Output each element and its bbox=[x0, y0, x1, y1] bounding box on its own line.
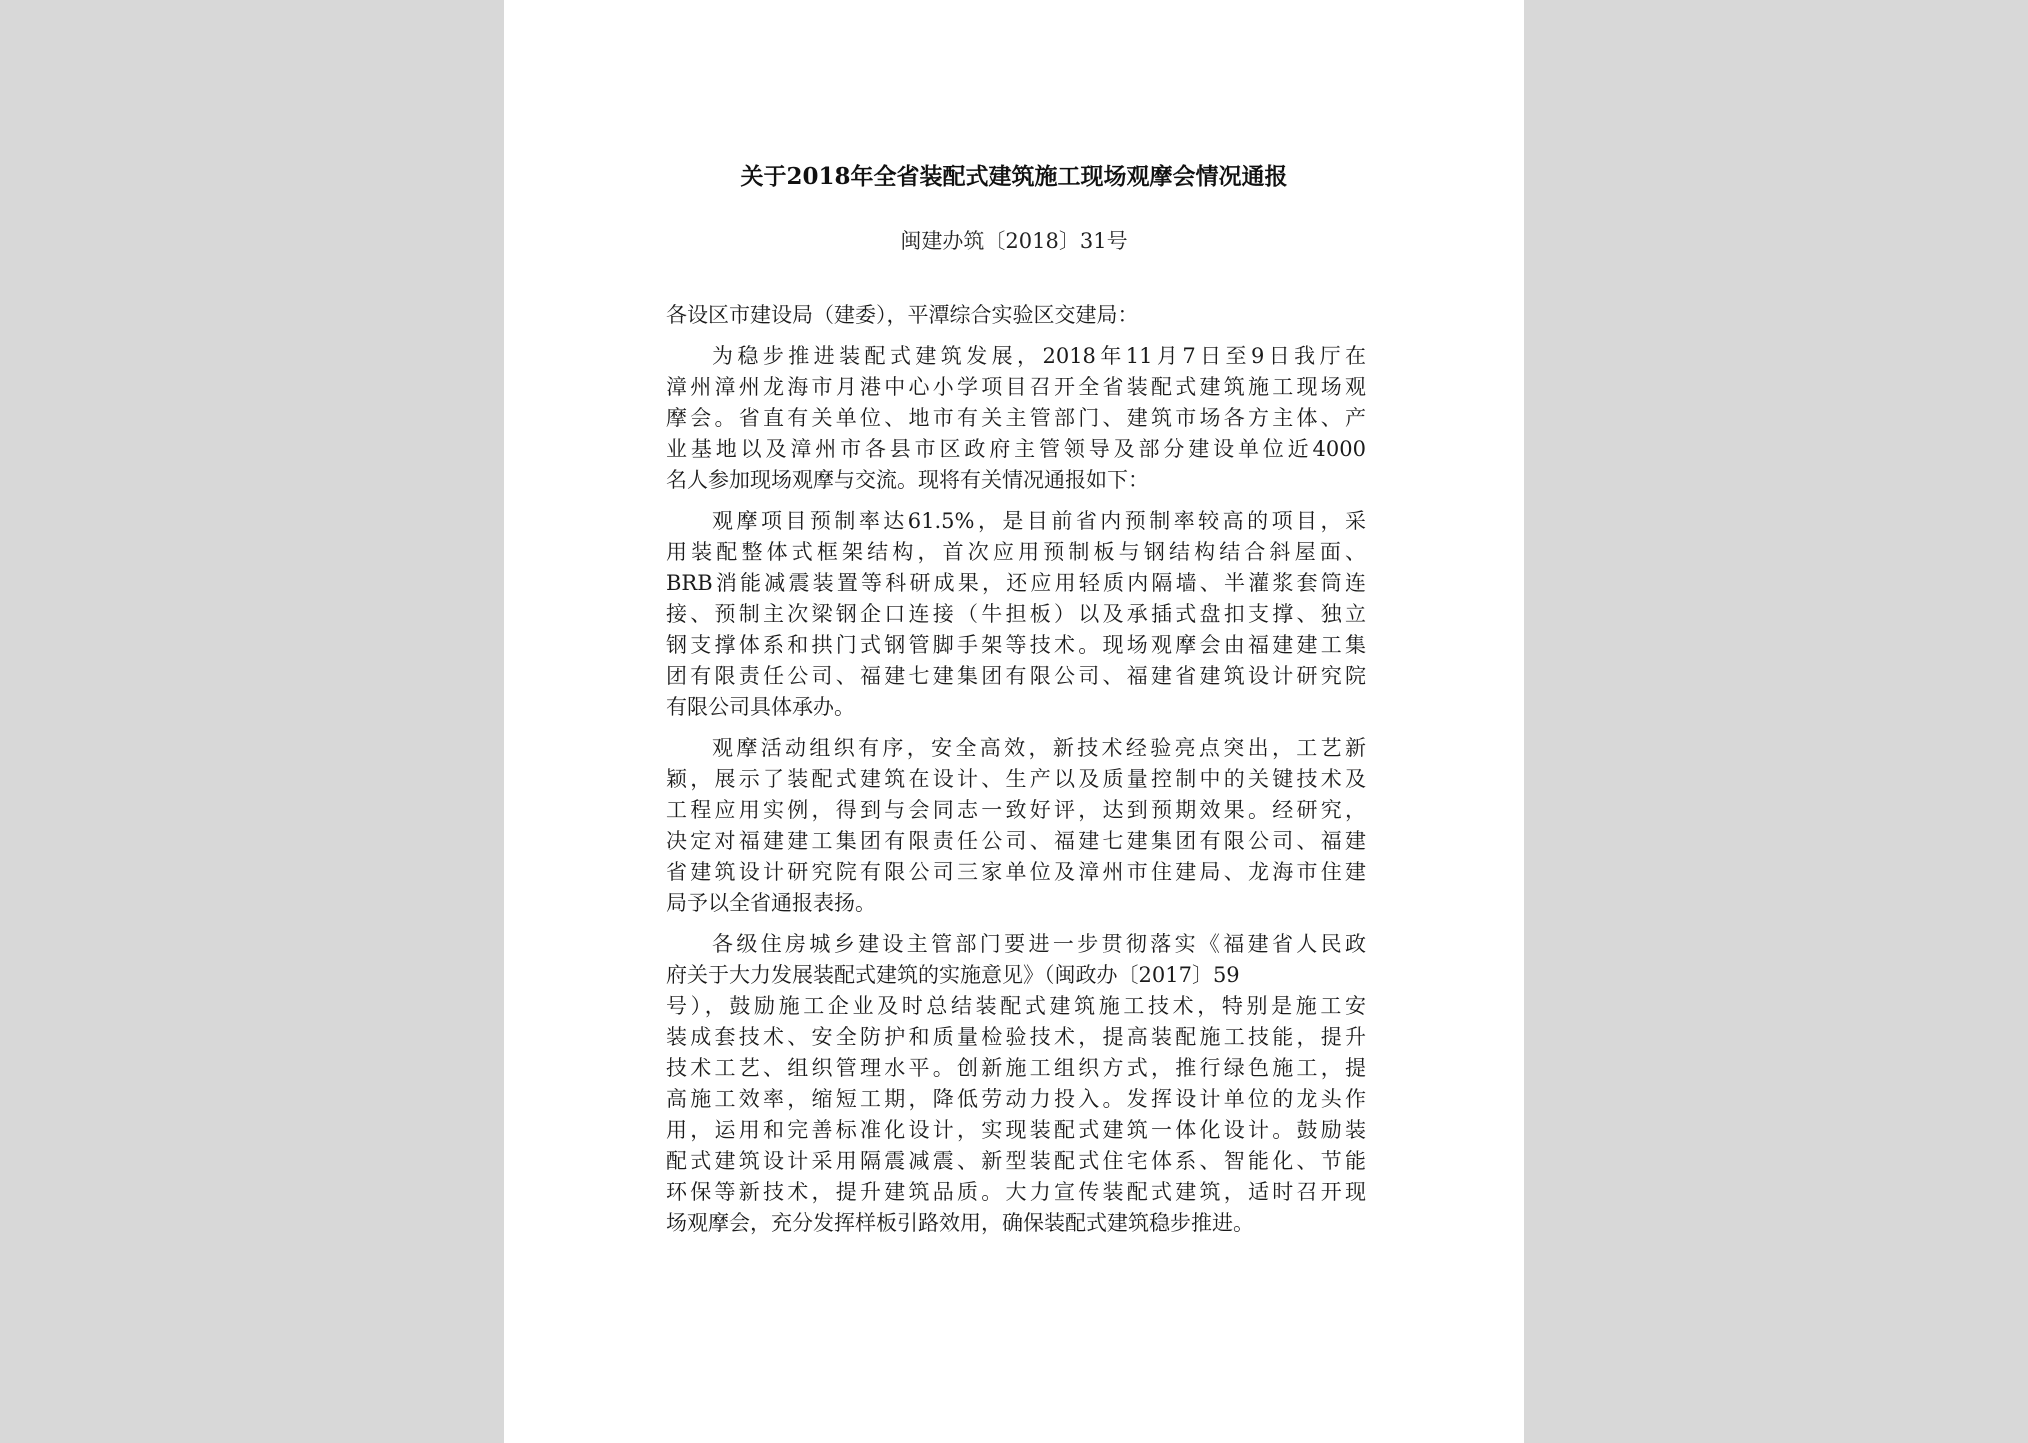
paragraph-line: 有限公司具体承办。 bbox=[666, 695, 855, 719]
paragraph-line: BRB消能减震装置等科研成果，还应用轻质内隔墙、半灌浆套筒连 bbox=[666, 571, 1366, 595]
paragraph-2 bbox=[666, 506, 1366, 723]
paragraph-line: 钢支撑体系和拱门式钢管脚手架等技术。现场观摩会由福建建工集 bbox=[666, 633, 1366, 657]
paragraph-line: 观摩活动组织有序，安全高效，新技术经验亮点突出，工艺新 bbox=[712, 736, 1366, 760]
paragraph-line: 接、预制主次梁钢企口连接（牛担板）以及承插式盘扣支撑、独立 bbox=[666, 602, 1366, 626]
document-body bbox=[666, 300, 1366, 1239]
paragraph-line: 用装配整体式框架结构，首次应用预制板与钢结构结合斜屋面、 bbox=[666, 540, 1366, 564]
paragraph-line: 号），鼓励施工企业及时总结装配式建筑施工技术，特别是施工安 bbox=[666, 994, 1366, 1018]
paragraph-line: 用，运用和完善标准化设计，实现装配式建筑一体化设计。鼓励装 bbox=[666, 1118, 1366, 1142]
document-title: 关于2018年全省装配式建筑施工现场观摩会情况通报 bbox=[740, 163, 1288, 190]
document-page bbox=[504, 0, 1524, 1443]
paragraph-line: 漳州漳州龙海市月港中心小学项目召开全省装配式建筑施工现场观 bbox=[666, 375, 1366, 399]
paragraph-line: 技术工艺、组织管理水平。创新施工组织方式，推行绿色施工，提 bbox=[666, 1056, 1366, 1080]
document-number: 闽建办筑〔2018〕31号 bbox=[900, 229, 1128, 253]
salutation: 各设区市建设局（建委），平潭综合实验区交建局： bbox=[666, 303, 1139, 327]
paragraph-line: 场观摩会，充分发挥样板引路效用，确保装配式建筑稳步推进。 bbox=[666, 1211, 1254, 1235]
paragraph-line: 名人参加现场观摩与交流。现将有关情况通报如下： bbox=[666, 468, 1149, 492]
paragraph-line: 工程应用实例，得到与会同志一致好评，达到预期效果。经研究， bbox=[666, 798, 1366, 822]
paragraph-line: 局予以全省通报表扬。 bbox=[666, 891, 876, 915]
paragraph-line: 装成套技术、安全防护和质量检验技术，提高装配施工技能，提升 bbox=[666, 1025, 1366, 1049]
paragraph-line: 为稳步推进装配式建筑发展，2018年11月7日至9日我厅在 bbox=[712, 344, 1366, 368]
paragraph-1 bbox=[666, 341, 1366, 496]
paragraph-line: 业基地以及漳州市各县市区政府主管领导及部分建设单位近4000 bbox=[666, 437, 1366, 461]
paragraph-line: 团有限责任公司、福建七建集团有限公司、福建省建筑设计研究院 bbox=[666, 664, 1366, 688]
paragraph-line: 颖，展示了装配式建筑在设计、生产以及质量控制中的关键技术及 bbox=[666, 767, 1366, 791]
paragraph-line: 摩会。省直有关单位、地市有关主管部门、建筑市场各方主体、产 bbox=[666, 406, 1366, 430]
paragraph-3 bbox=[666, 733, 1366, 919]
paragraph-line: 决定对福建建工集团有限责任公司、福建七建集团有限公司、福建 bbox=[666, 829, 1366, 853]
paragraph-4 bbox=[666, 929, 1366, 1239]
paragraph-line: 省建筑设计研究院有限公司三家单位及漳州市住建局、龙海市住建 bbox=[666, 860, 1366, 884]
paragraph-line: 高施工效率，缩短工期，降低劳动力投入。发挥设计单位的龙头作 bbox=[666, 1087, 1366, 1111]
paragraph-line: 府关于大力发展装配式建筑的实施意见》（闽政办〔2017〕59 bbox=[666, 963, 1240, 987]
paragraph-line: 配式建筑设计采用隔震减震、新型装配式住宅体系、智能化、节能 bbox=[666, 1149, 1366, 1173]
paragraph-line: 各级住房城乡建设主管部门要进一步贯彻落实《福建省人民政 bbox=[712, 932, 1366, 956]
paragraph-line: 环保等新技术，提升建筑品质。大力宣传装配式建筑，适时召开现 bbox=[666, 1180, 1366, 1204]
paragraph-line: 观摩项目预制率达61.5%，是目前省内预制率较高的项目，采 bbox=[712, 509, 1366, 533]
